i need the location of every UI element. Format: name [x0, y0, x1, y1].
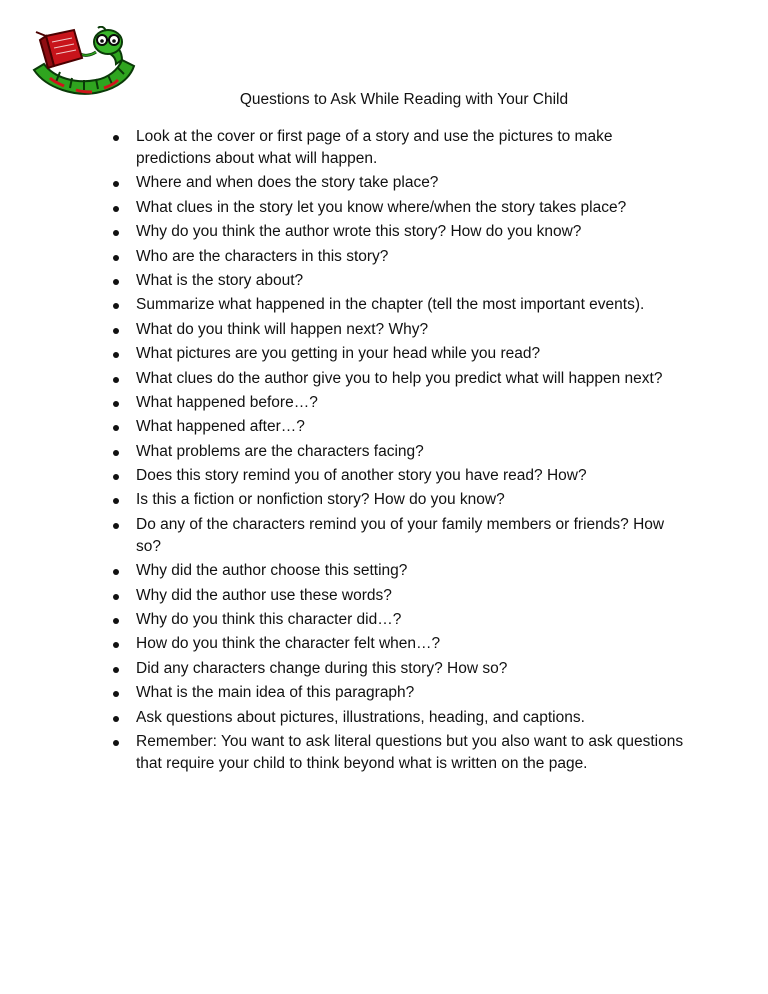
bullet-icon: [113, 594, 119, 600]
list-item: [0, 294, 768, 316]
list-item: [0, 731, 768, 775]
question-list: [0, 126, 768, 777]
bullet-icon: [113, 523, 119, 529]
bullet-icon: [113, 498, 119, 504]
question-text: Look at the cover or first page of a story and use the pictures to make predictions about what will happen.: [136, 128, 613, 167]
list-item: [0, 682, 768, 704]
bullet-icon: [113, 303, 119, 309]
bullet-icon: [113, 230, 119, 236]
list-item: [0, 319, 768, 341]
question-text: What happened before…?: [136, 393, 318, 411]
bullet-icon: [113, 135, 119, 141]
bullet-icon: [113, 425, 119, 431]
question-text: What pictures are you getting in your head while you read?: [136, 345, 541, 363]
list-item: [0, 560, 768, 582]
list-item: [0, 197, 768, 219]
bullet-icon: [113, 206, 119, 212]
bullet-icon: [113, 401, 119, 407]
list-item: [0, 489, 768, 511]
list-item: [0, 343, 768, 365]
bullet-icon: [113, 279, 119, 285]
list-item: [0, 465, 768, 487]
question-text: Ask questions about pictures, illustrations, heading, and captions.: [136, 708, 585, 726]
list-item: [0, 585, 768, 607]
list-item: [0, 416, 768, 438]
bookworm-reading-icon: [26, 26, 138, 100]
question-text: Why did the author choose this setting?: [136, 562, 408, 580]
list-item: [0, 658, 768, 680]
question-text: What clues do the author give you to help you predict what will happen next?: [136, 369, 663, 387]
bullet-icon: [113, 377, 119, 383]
question-text: Did any characters change during this story? How so?: [136, 659, 508, 677]
question-text: What is the main idea of this paragraph?: [136, 684, 415, 702]
question-text: Why do you think this character did…?: [136, 611, 402, 629]
list-item: [0, 707, 768, 729]
list-item: [0, 270, 768, 292]
bullet-icon: [113, 474, 119, 480]
bullet-icon: [113, 740, 119, 746]
question-text: How do you think the character felt when…?: [136, 635, 441, 653]
list-item: [0, 126, 768, 170]
bullet-icon: [113, 450, 119, 456]
bullet-icon: [113, 667, 119, 673]
question-text: Do any of the characters remind you of your family members or friends? How so?: [136, 515, 665, 555]
question-text: Is this a fiction or nonfiction story? How do you know?: [136, 491, 505, 509]
question-text: Summarize what happened in the chapter (tell the most important events).: [136, 296, 645, 314]
bullet-icon: [113, 618, 119, 624]
question-text: What is the story about?: [136, 271, 304, 289]
bullet-icon: [113, 642, 119, 648]
question-text: What problems are the characters facing?: [136, 442, 424, 460]
list-item: [0, 609, 768, 631]
bullet-icon: [113, 569, 119, 575]
page-title: Questions to Ask While Reading with Your Child: [239, 91, 569, 108]
question-text: Why do you think the author wrote this story? How do you know?: [136, 223, 582, 241]
list-item: [0, 514, 768, 558]
question-text: Does this story remind you of another story you have read? How?: [136, 467, 587, 485]
question-text: Why did the author use these words?: [136, 586, 392, 604]
list-item: [0, 172, 768, 194]
question-text: Who are the characters in this story?: [136, 247, 389, 265]
bullet-icon: [113, 328, 119, 334]
list-item: [0, 392, 768, 414]
question-text: What happened after…?: [136, 418, 305, 436]
bullet-icon: [113, 691, 119, 697]
bullet-icon: [113, 181, 119, 187]
list-item: [0, 441, 768, 463]
question-text: Where and when does the story take place?: [136, 174, 439, 192]
list-item: [0, 368, 768, 390]
bullet-icon: [113, 716, 119, 722]
question-text: What clues in the story let you know where/when the story takes place?: [136, 198, 627, 216]
bullet-icon: [113, 255, 119, 261]
question-text: What do you think will happen next? Why?: [136, 320, 429, 338]
list-item: [0, 246, 768, 268]
list-item: [0, 221, 768, 243]
question-text: Remember: You want to ask literal questions but you also want to ask questions that require your child to think beyond what is written on the page.: [136, 732, 684, 772]
bullet-icon: [113, 352, 119, 358]
list-item: [0, 633, 768, 655]
